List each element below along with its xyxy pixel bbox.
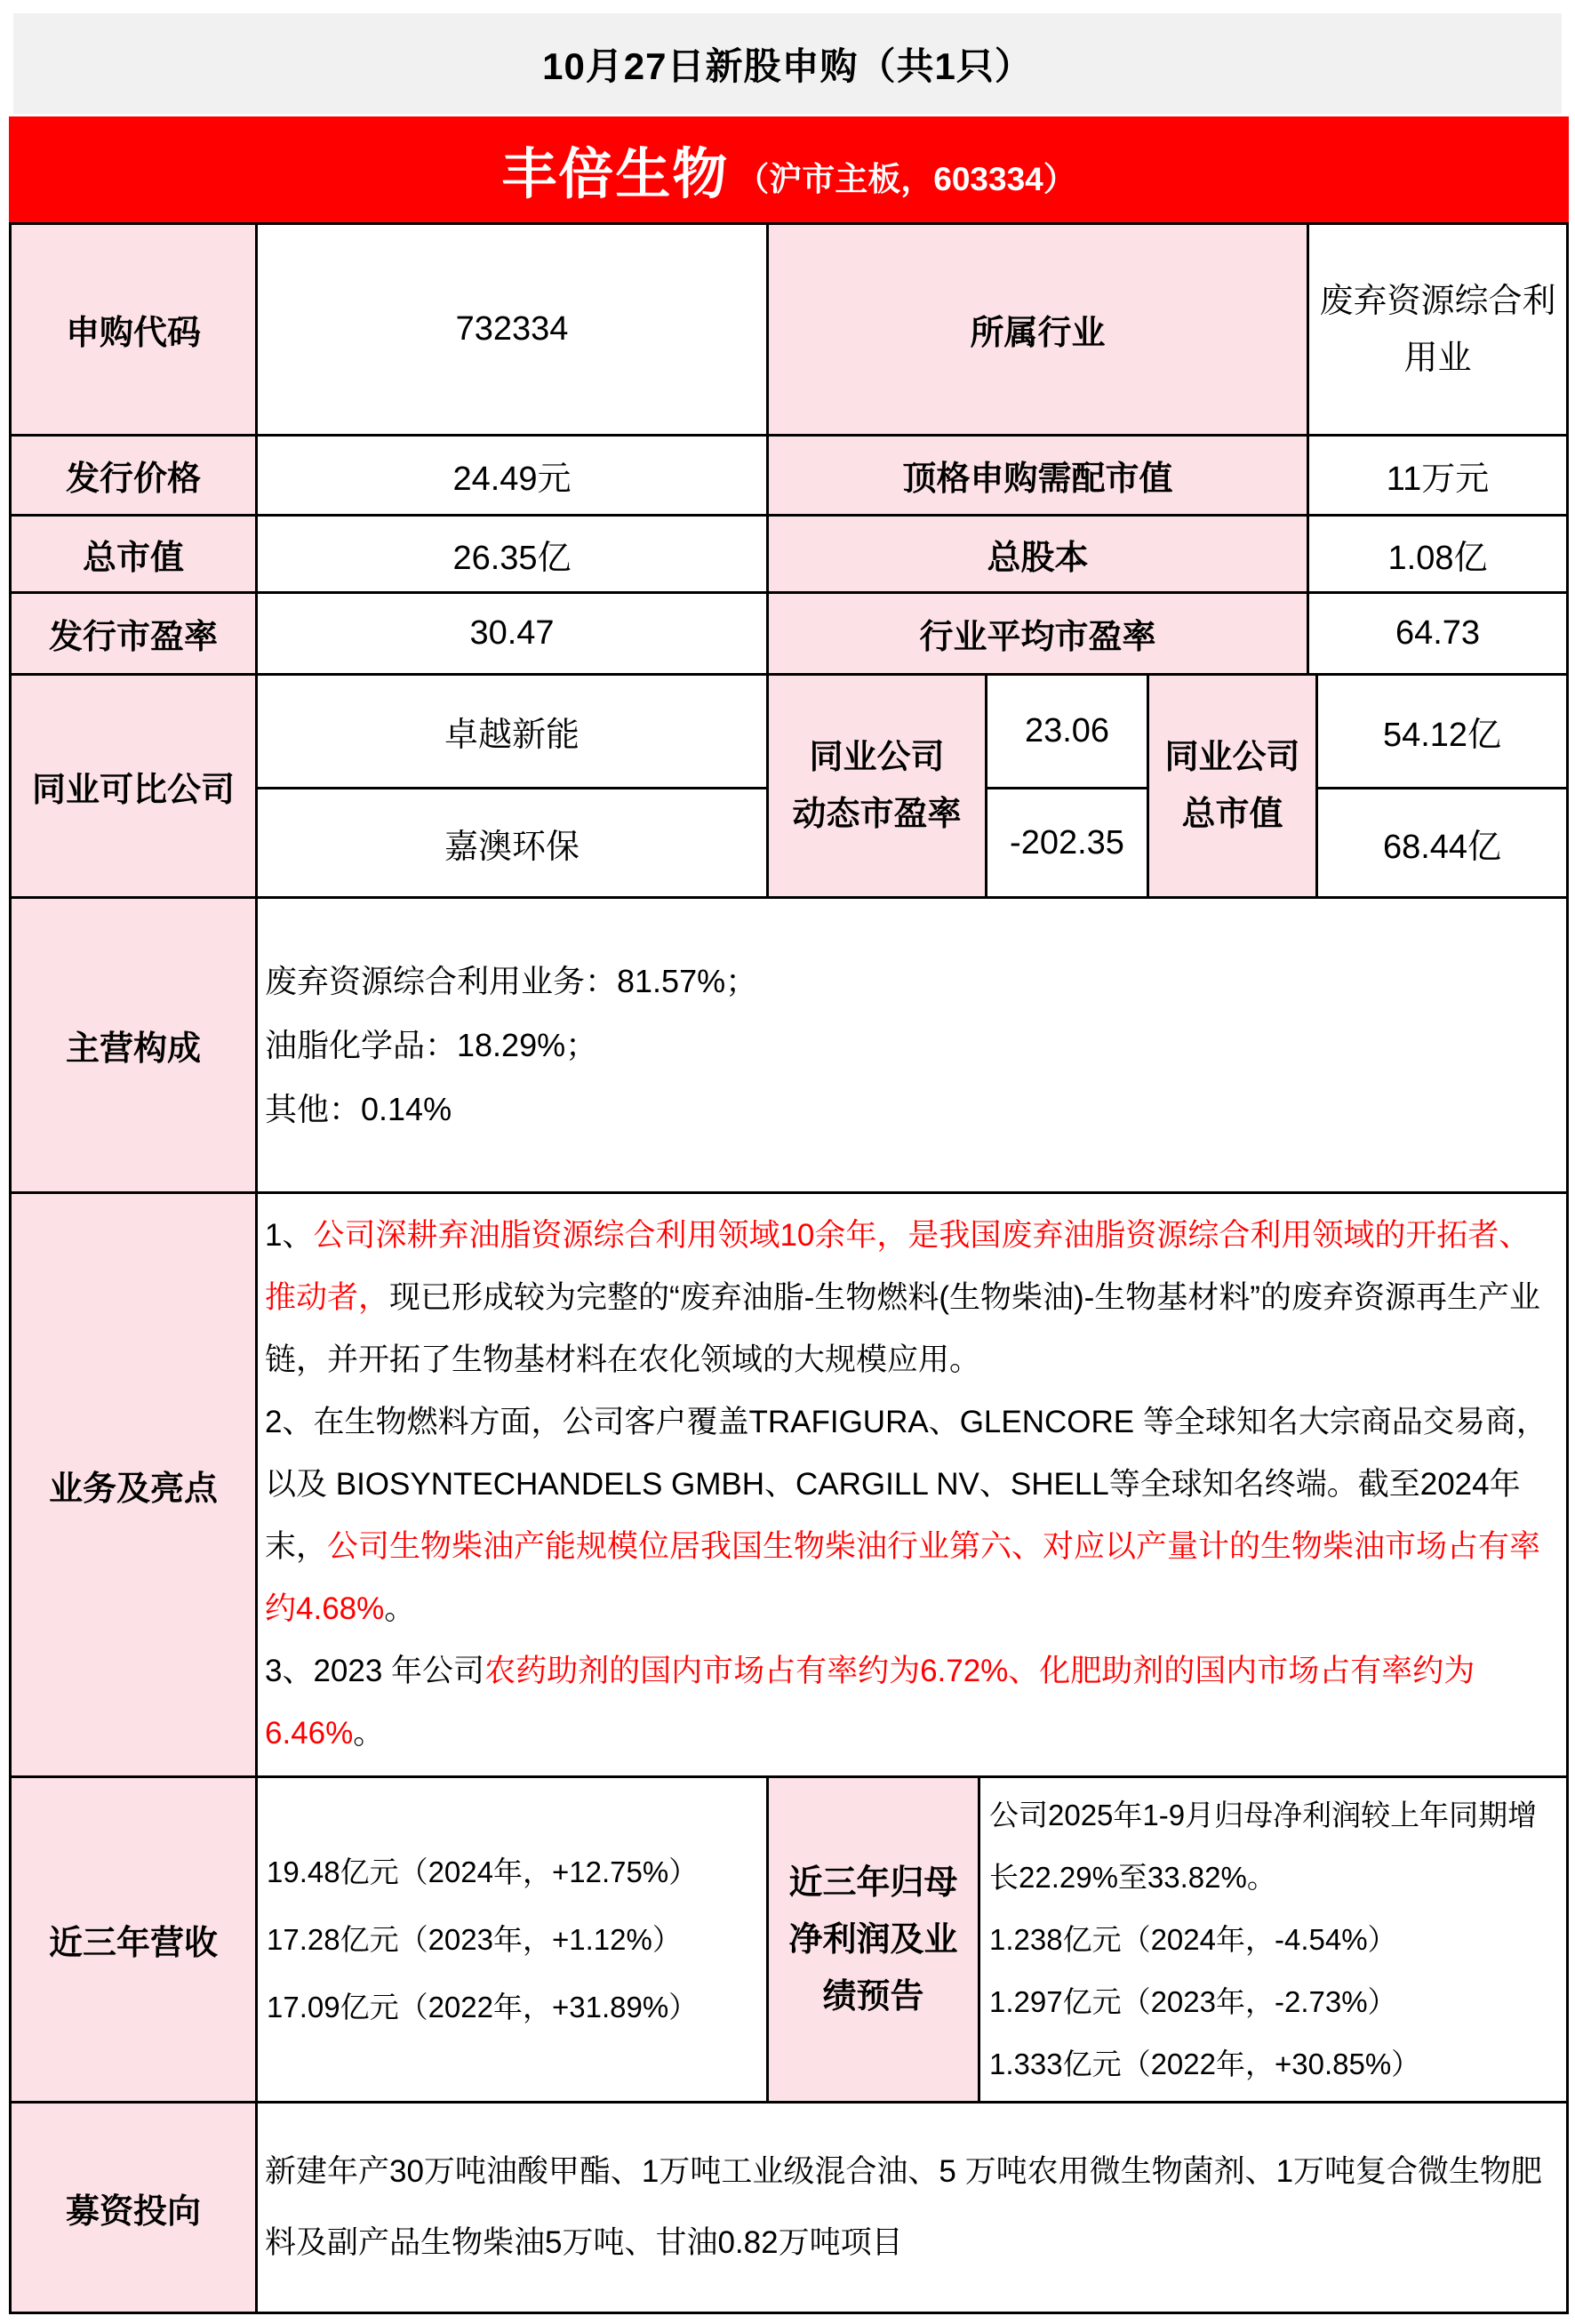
value-peer-company-2: 嘉澳环保: [255, 787, 769, 899]
label-profit-3y: [766, 1775, 980, 2104]
page-title: 10月27日新股申购（共1只）: [542, 44, 1033, 87]
value-revenue-3y: [255, 1775, 769, 2104]
company-banner: [9, 116, 1569, 222]
label-peer-companies: 同业可比公司: [9, 673, 258, 899]
value-business-highlights: [255, 1191, 1569, 1778]
revenue-line-2: 17.28亿元（2023年，+1.12%）: [267, 1922, 682, 1956]
revenue-line-1: 19.48亿元（2024年，+12.75%）: [267, 1855, 699, 1888]
profit-line-2: 1.238亿元（2024年，-4.54%）: [989, 1922, 1397, 1956]
composition-line-3: 其他：0.14%: [265, 1090, 452, 1127]
value-issue-pe: 30.47: [255, 591, 769, 676]
label-profit-3y-line3: 绩预告: [822, 1977, 924, 2015]
revenue-line-3: 17.09亿元（2022年，+31.89%）: [267, 1990, 699, 2023]
label-total-market-cap: 总市值: [9, 514, 258, 594]
label-industry-avg-pe: 行业平均市盈率: [766, 591, 1309, 676]
profit-line-4: 1.333亿元（2022年，+30.85%）: [989, 2047, 1421, 2080]
label-fundraising: 募资投向: [9, 2101, 258, 2314]
value-profit-3y: [978, 1775, 1569, 2104]
value-industry-avg-pe: 64.73: [1307, 591, 1569, 676]
label-profit-3y-line2: 净利润及业: [788, 1920, 958, 1959]
label-main-composition: 主营构成: [9, 896, 258, 1194]
label-peer-market-cap: [1147, 673, 1318, 899]
business-point-3: 3、2023 年公司农药助剂的国内市场占有率约为6.72%、化肥助剂的国内市场占有率约为6.46%。: [265, 1654, 1475, 1751]
label-subscription-code: 申购代码: [9, 222, 258, 437]
company-name: 丰倍生物: [501, 144, 730, 205]
value-total-market-cap: 26.35亿: [255, 514, 769, 594]
label-peer-dynamic-pe: [766, 673, 987, 899]
business-point-2: 2、在生物燃料方面，公司客户覆盖TRAFIGURA、GLENCORE 等全球知名大宗商品交易商，以及 BIOSYNTECHANDELS GMBH、CARGILL NV、SHELL等全球知名终端。截至2024年末，公司生物柴油产能规模位居我国生物柴油行业第六、对应以产量计的生物柴油市场占有率约4.68%。: [265, 1405, 1547, 1626]
value-peer-pe-1: 23.06: [985, 673, 1149, 789]
label-peer-market-cap-line2: 总市值: [1181, 796, 1283, 833]
label-issue-pe: 发行市盈率: [9, 591, 258, 676]
value-industry: 废弃资源综合利用业: [1307, 222, 1569, 437]
label-profit-3y-line1: 近三年归母: [788, 1863, 958, 1902]
composition-line-1: 废弃资源综合利用业务：81.57%；: [265, 962, 758, 999]
value-main-composition: [255, 896, 1569, 1194]
label-total-shares: 总股本: [766, 514, 1309, 594]
profit-line-3: 1.297亿元（2023年，-2.73%）: [989, 1984, 1397, 2018]
profit-line-1: 公司2025年1-9月归母净利润较上年同期增长22.29%至33.82%。: [989, 1798, 1538, 1894]
value-issue-price: 24.49元: [255, 434, 769, 517]
value-max-subscription-cap: 11万元: [1307, 434, 1569, 517]
value-peer-company-1: 卓越新能: [255, 673, 769, 789]
value-total-shares: 1.08亿: [1307, 514, 1569, 594]
header-band: [13, 13, 1562, 114]
composition-line-2: 油脂化学品：18.29%；: [265, 1026, 598, 1063]
value-fundraising: [255, 2101, 1569, 2314]
label-issue-price: 发行价格: [9, 434, 258, 517]
label-max-subscription-cap: 顶格申购需配市值: [766, 434, 1309, 517]
label-peer-market-cap-line1: 同业公司: [1164, 739, 1300, 776]
label-peer-dynamic-pe-line1: 同业公司: [809, 739, 945, 776]
label-peer-dynamic-pe-line2: 动态市盈率: [792, 796, 962, 833]
label-business-highlights: 业务及亮点: [9, 1191, 258, 1778]
label-industry: 所属行业: [766, 222, 1309, 437]
company-meta: （沪市主板，603334）: [736, 160, 1076, 197]
business-point-1: 1、公司深耕弃油脂资源综合利用领域10余年，是我国废弃油脂资源综合利用领域的开拓者、推动者，现已形成较为完整的“废弃油脂-生物燃料(生物柴油)-生物基材料”的废弃资源再生产业链，并开拓了生物基材料在农化领域的大规模应用。: [265, 1218, 1540, 1377]
label-revenue-3y: 近三年营收: [9, 1775, 258, 2104]
value-peer-cap-2: 68.44亿: [1315, 787, 1569, 899]
value-peer-pe-2: -202.35: [985, 787, 1149, 899]
fundraising-text: 新建年产30万吨油酸甲酯、1万吨工业级混合油、5 万吨农用微生物菌剂、1万吨复合微生物肥料及副产品生物柴油5万吨、甘油0.82万吨项目: [265, 2154, 1543, 2260]
value-peer-cap-1: 54.12亿: [1315, 673, 1569, 789]
value-subscription-code: 732334: [255, 222, 769, 437]
